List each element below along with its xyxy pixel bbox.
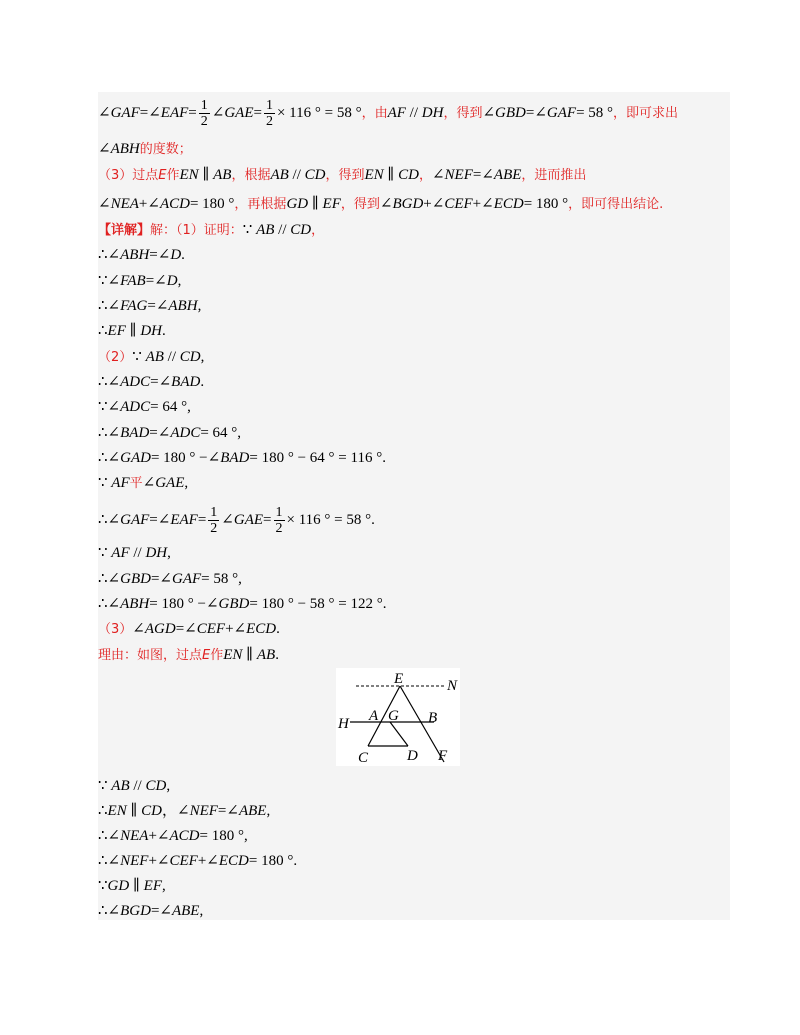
text: EF <box>107 323 126 339</box>
text: = 58 °, <box>201 571 242 587</box>
text: GAE <box>155 475 185 491</box>
line-gd <box>390 722 408 746</box>
solution-line-24 <box>98 824 248 848</box>
text: CD <box>290 222 312 238</box>
text: =∠ <box>175 621 197 637</box>
text: ∠ <box>98 196 111 212</box>
text: （3）过点 <box>98 168 159 183</box>
solution-line-13 <box>98 421 241 445</box>
solution-line-21 <box>98 643 279 667</box>
fraction: $\frac{1}{2}$ <box>210 505 218 536</box>
text: GBD <box>120 571 151 587</box>
solution-line-19 <box>98 592 387 616</box>
text: 的度数； <box>139 142 192 157</box>
text: +∠ <box>148 828 170 844</box>
text: AB <box>145 349 164 365</box>
text: ACD <box>169 828 200 844</box>
text: =∠ <box>150 903 172 919</box>
text: GAF <box>120 511 150 528</box>
text: EF <box>322 196 341 212</box>
text: BAD <box>220 450 250 466</box>
fraction: $\frac{1}{2}$ <box>200 98 208 129</box>
solution-line-4 <box>98 192 663 216</box>
text: , <box>167 545 171 561</box>
text: ABE <box>238 803 267 819</box>
text: CD <box>304 167 326 183</box>
solution-line-16 <box>98 505 375 536</box>
text: EN <box>179 167 199 183</box>
text: AGD <box>144 621 176 637</box>
text: EN <box>364 167 384 183</box>
text: ∥ <box>125 323 141 339</box>
solution-line-17 <box>98 541 171 565</box>
text: ∴∠ <box>98 596 121 612</box>
text: EF <box>143 878 162 894</box>
text: ∵ <box>98 778 112 794</box>
text: ABH <box>120 247 150 263</box>
text: ABE <box>171 903 200 919</box>
text: ，由 <box>361 105 388 121</box>
text: =∠ <box>150 571 172 587</box>
text: EAF <box>160 104 189 121</box>
text: =∠ <box>139 104 161 121</box>
solution-line-15 <box>98 471 188 495</box>
text: ∥ <box>308 196 323 212</box>
text: ，得到 <box>325 168 365 183</box>
text: NEF <box>189 803 218 819</box>
text: ∵ <box>98 545 112 561</box>
text: = <box>197 511 207 528</box>
solution-line-7 <box>98 269 181 293</box>
text: // <box>129 545 146 561</box>
solution-line-14 <box>98 446 386 470</box>
text: +∠ <box>148 853 170 869</box>
text: ∠ <box>482 104 496 121</box>
text: , <box>199 903 204 919</box>
text: ∵ <box>242 222 257 238</box>
text: ，根据 <box>231 168 271 183</box>
text: GBD <box>218 596 250 612</box>
text: =∠ <box>525 104 547 121</box>
solution-line-26 <box>98 874 166 898</box>
text: = <box>263 511 272 528</box>
text: ∴∠ <box>98 450 121 466</box>
fraction: $\frac{1}{2}$ <box>265 98 273 129</box>
text: ∠ <box>221 511 234 528</box>
label-e: E <box>394 671 404 687</box>
solution-line-20 <box>98 617 280 641</box>
solution-line-3 <box>98 163 586 187</box>
solution-line-18 <box>98 567 242 591</box>
text: AB <box>111 778 130 794</box>
text: ，∠ <box>162 803 190 819</box>
text: , <box>177 273 182 289</box>
text: BAD <box>171 374 201 390</box>
text: GAF <box>171 571 202 587</box>
text: . <box>181 247 185 263</box>
text: AF <box>387 104 406 121</box>
text: ∴∠ <box>98 511 121 528</box>
text: ∴∠ <box>98 247 121 263</box>
text: GAE <box>233 511 264 528</box>
text: GD <box>107 878 130 894</box>
text: =∠ <box>149 511 171 528</box>
text: × 116 ° = 58 ° <box>276 104 362 121</box>
text: ∴∠ <box>98 853 121 869</box>
label-a: A <box>369 708 379 724</box>
text: = 180 ° −∠ <box>150 450 221 466</box>
text: ∠ <box>98 104 111 121</box>
text: ∴∠ <box>98 571 121 587</box>
text: 作 <box>210 648 224 663</box>
text: ∴∠ <box>98 374 121 390</box>
solution-line-8 <box>98 294 201 318</box>
text: ∴∠ <box>98 828 121 844</box>
text: AF <box>111 475 130 491</box>
geometry-diagram <box>336 668 460 766</box>
geometry-figure <box>336 668 460 766</box>
text: ECD <box>218 853 249 869</box>
text: AB <box>270 167 289 183</box>
text: AB <box>213 167 232 183</box>
label-d: D <box>407 748 418 764</box>
text: = <box>253 104 262 121</box>
text: // <box>274 222 291 238</box>
text: +∠ <box>225 621 247 637</box>
text: CD <box>179 349 201 365</box>
text: ∴∠ <box>98 298 121 314</box>
text: ∴ <box>98 323 108 339</box>
text: ∴∠ <box>98 903 121 919</box>
text: ADC <box>120 399 151 415</box>
text: ，进而推出 <box>521 168 587 183</box>
text: , <box>166 778 171 794</box>
text: ABH <box>168 298 198 314</box>
text: CD <box>398 167 419 183</box>
solution-line-23 <box>98 799 270 823</box>
text: ∴∠ <box>98 425 121 441</box>
solution-line-2 <box>98 137 192 161</box>
solution-line-1 <box>98 98 679 129</box>
text: ，得到 <box>340 197 380 212</box>
solution-line-27 <box>98 899 203 923</box>
text: +∠ <box>423 196 445 212</box>
text: AF <box>111 545 130 561</box>
solution-line-10 <box>98 345 204 369</box>
text: =∠ <box>150 374 172 390</box>
text: = 180 ° <box>523 196 569 212</box>
text: GAD <box>120 450 151 466</box>
text: . <box>275 647 279 663</box>
text: E <box>158 168 167 183</box>
text: = <box>188 104 197 121</box>
text: =∠ <box>149 247 171 263</box>
text: E <box>202 648 211 663</box>
text: +∠ <box>472 196 494 212</box>
fraction: $\frac{1}{2}$ <box>275 505 283 536</box>
text: CD <box>141 803 162 819</box>
text: . <box>161 323 166 339</box>
text: , <box>197 298 202 314</box>
text: , <box>161 878 166 894</box>
text: . <box>276 621 280 637</box>
text: ∥ <box>126 803 142 819</box>
text: 理由：如图，过点 <box>98 648 203 663</box>
text: = 64 °, <box>150 399 191 415</box>
text: ∵ <box>98 878 108 894</box>
text: +∠ <box>197 853 219 869</box>
text: ABE <box>493 167 522 183</box>
text: , <box>266 803 271 819</box>
text: // <box>163 349 180 365</box>
text: NEF <box>120 853 149 869</box>
text: // <box>288 167 305 183</box>
text: CD <box>145 778 167 794</box>
text: . <box>200 374 205 390</box>
text: ，即可得出结论. <box>568 197 664 212</box>
text: ∠ <box>142 475 156 491</box>
text: BGD <box>392 196 424 212</box>
text: 平 <box>129 476 143 491</box>
text: ， <box>418 168 432 183</box>
text: +∠ <box>138 196 160 212</box>
text: NEA <box>120 828 149 844</box>
text: ADC <box>120 374 151 390</box>
text: ABH <box>110 141 140 157</box>
text: ∴ <box>98 803 108 819</box>
text: CEF <box>169 853 198 869</box>
text: BAD <box>120 425 150 441</box>
text: ECD <box>493 196 524 212</box>
text: , <box>200 349 205 365</box>
text: DH <box>145 545 168 561</box>
label-h: H <box>338 716 349 732</box>
text: ∠ <box>379 196 393 212</box>
text: ∥ <box>129 878 144 894</box>
text: ABH <box>120 596 150 612</box>
label-n: N <box>447 678 458 694</box>
text: AB <box>256 222 275 238</box>
solution-line-9 <box>98 319 166 343</box>
text: ACD <box>159 196 190 212</box>
text: // <box>129 778 146 794</box>
text: = 180 ° − 58 ° = 122 °. <box>249 596 387 612</box>
text: GAF <box>110 104 140 121</box>
text: ∠ <box>211 104 225 121</box>
text: , <box>184 475 189 491</box>
text: × 116 ° = 58 °. <box>286 511 375 528</box>
text: BGD <box>120 903 151 919</box>
text: = 58 ° <box>576 104 614 121</box>
text: ，得到 <box>443 105 483 121</box>
text: ∠ <box>98 141 111 157</box>
label-f: F <box>438 748 448 764</box>
text: = 180 °. <box>248 853 298 869</box>
text: D <box>166 273 178 289</box>
text: DH <box>421 104 444 121</box>
text: （3） <box>98 622 133 637</box>
text: ∥ <box>198 167 214 183</box>
text: FAG <box>120 298 148 314</box>
text: EN <box>107 803 127 819</box>
text: =∠ <box>149 425 171 441</box>
text: // <box>405 104 422 121</box>
text: ，即可求出 <box>613 105 679 121</box>
text: ADC <box>170 425 201 441</box>
text: = 180 ° <box>189 196 235 212</box>
text: 作 <box>166 168 180 183</box>
solution-line-6 <box>98 243 185 267</box>
solution-line-5 <box>98 218 324 242</box>
text: =∠ <box>217 803 239 819</box>
solution-line-12 <box>98 395 191 419</box>
text: FAB <box>120 273 146 289</box>
text: ∠ <box>132 621 145 637</box>
label-c: C <box>358 750 369 766</box>
text: EN <box>223 647 243 663</box>
text: GAE <box>224 104 254 121</box>
text: GBD <box>495 104 526 121</box>
text: ∵ <box>98 475 112 491</box>
text: =∠ <box>145 273 167 289</box>
text: ∵ <box>132 349 146 365</box>
text: ∥ <box>242 647 257 663</box>
text: =∠ <box>147 298 169 314</box>
text: 【详解】 <box>98 223 151 238</box>
text: ∥ <box>383 167 399 183</box>
text: NEA <box>110 196 139 212</box>
text: CEF <box>444 196 473 212</box>
text: ， <box>311 223 325 238</box>
text: ∵∠ <box>98 399 121 415</box>
text: ∵∠ <box>98 273 121 289</box>
text: EAF <box>170 511 198 528</box>
text: GD <box>286 196 309 212</box>
text: GAF <box>546 104 577 121</box>
solution-line-25 <box>98 849 297 873</box>
text: DH <box>140 323 162 339</box>
text: = 180 ° −∠ <box>149 596 219 612</box>
text: ，再根据 <box>234 197 287 212</box>
text: ECD <box>246 621 277 637</box>
text: AB <box>256 647 276 663</box>
text: = 180 ° − 64 ° = 116 °. <box>249 450 386 466</box>
label-b: B <box>428 710 438 726</box>
text: = 180 °, <box>199 828 248 844</box>
text: =∠ <box>472 167 494 183</box>
text: = 64 °, <box>200 425 242 441</box>
solution-line-11 <box>98 370 204 394</box>
text: NEF <box>444 167 473 183</box>
text: CEF <box>196 621 226 637</box>
text: D <box>170 247 182 263</box>
label-g: G <box>388 708 399 724</box>
text: 解：（1）证明： <box>150 223 243 238</box>
text: ∠ <box>431 167 445 183</box>
solution-line-22 <box>98 774 170 798</box>
text: （2） <box>98 350 133 365</box>
